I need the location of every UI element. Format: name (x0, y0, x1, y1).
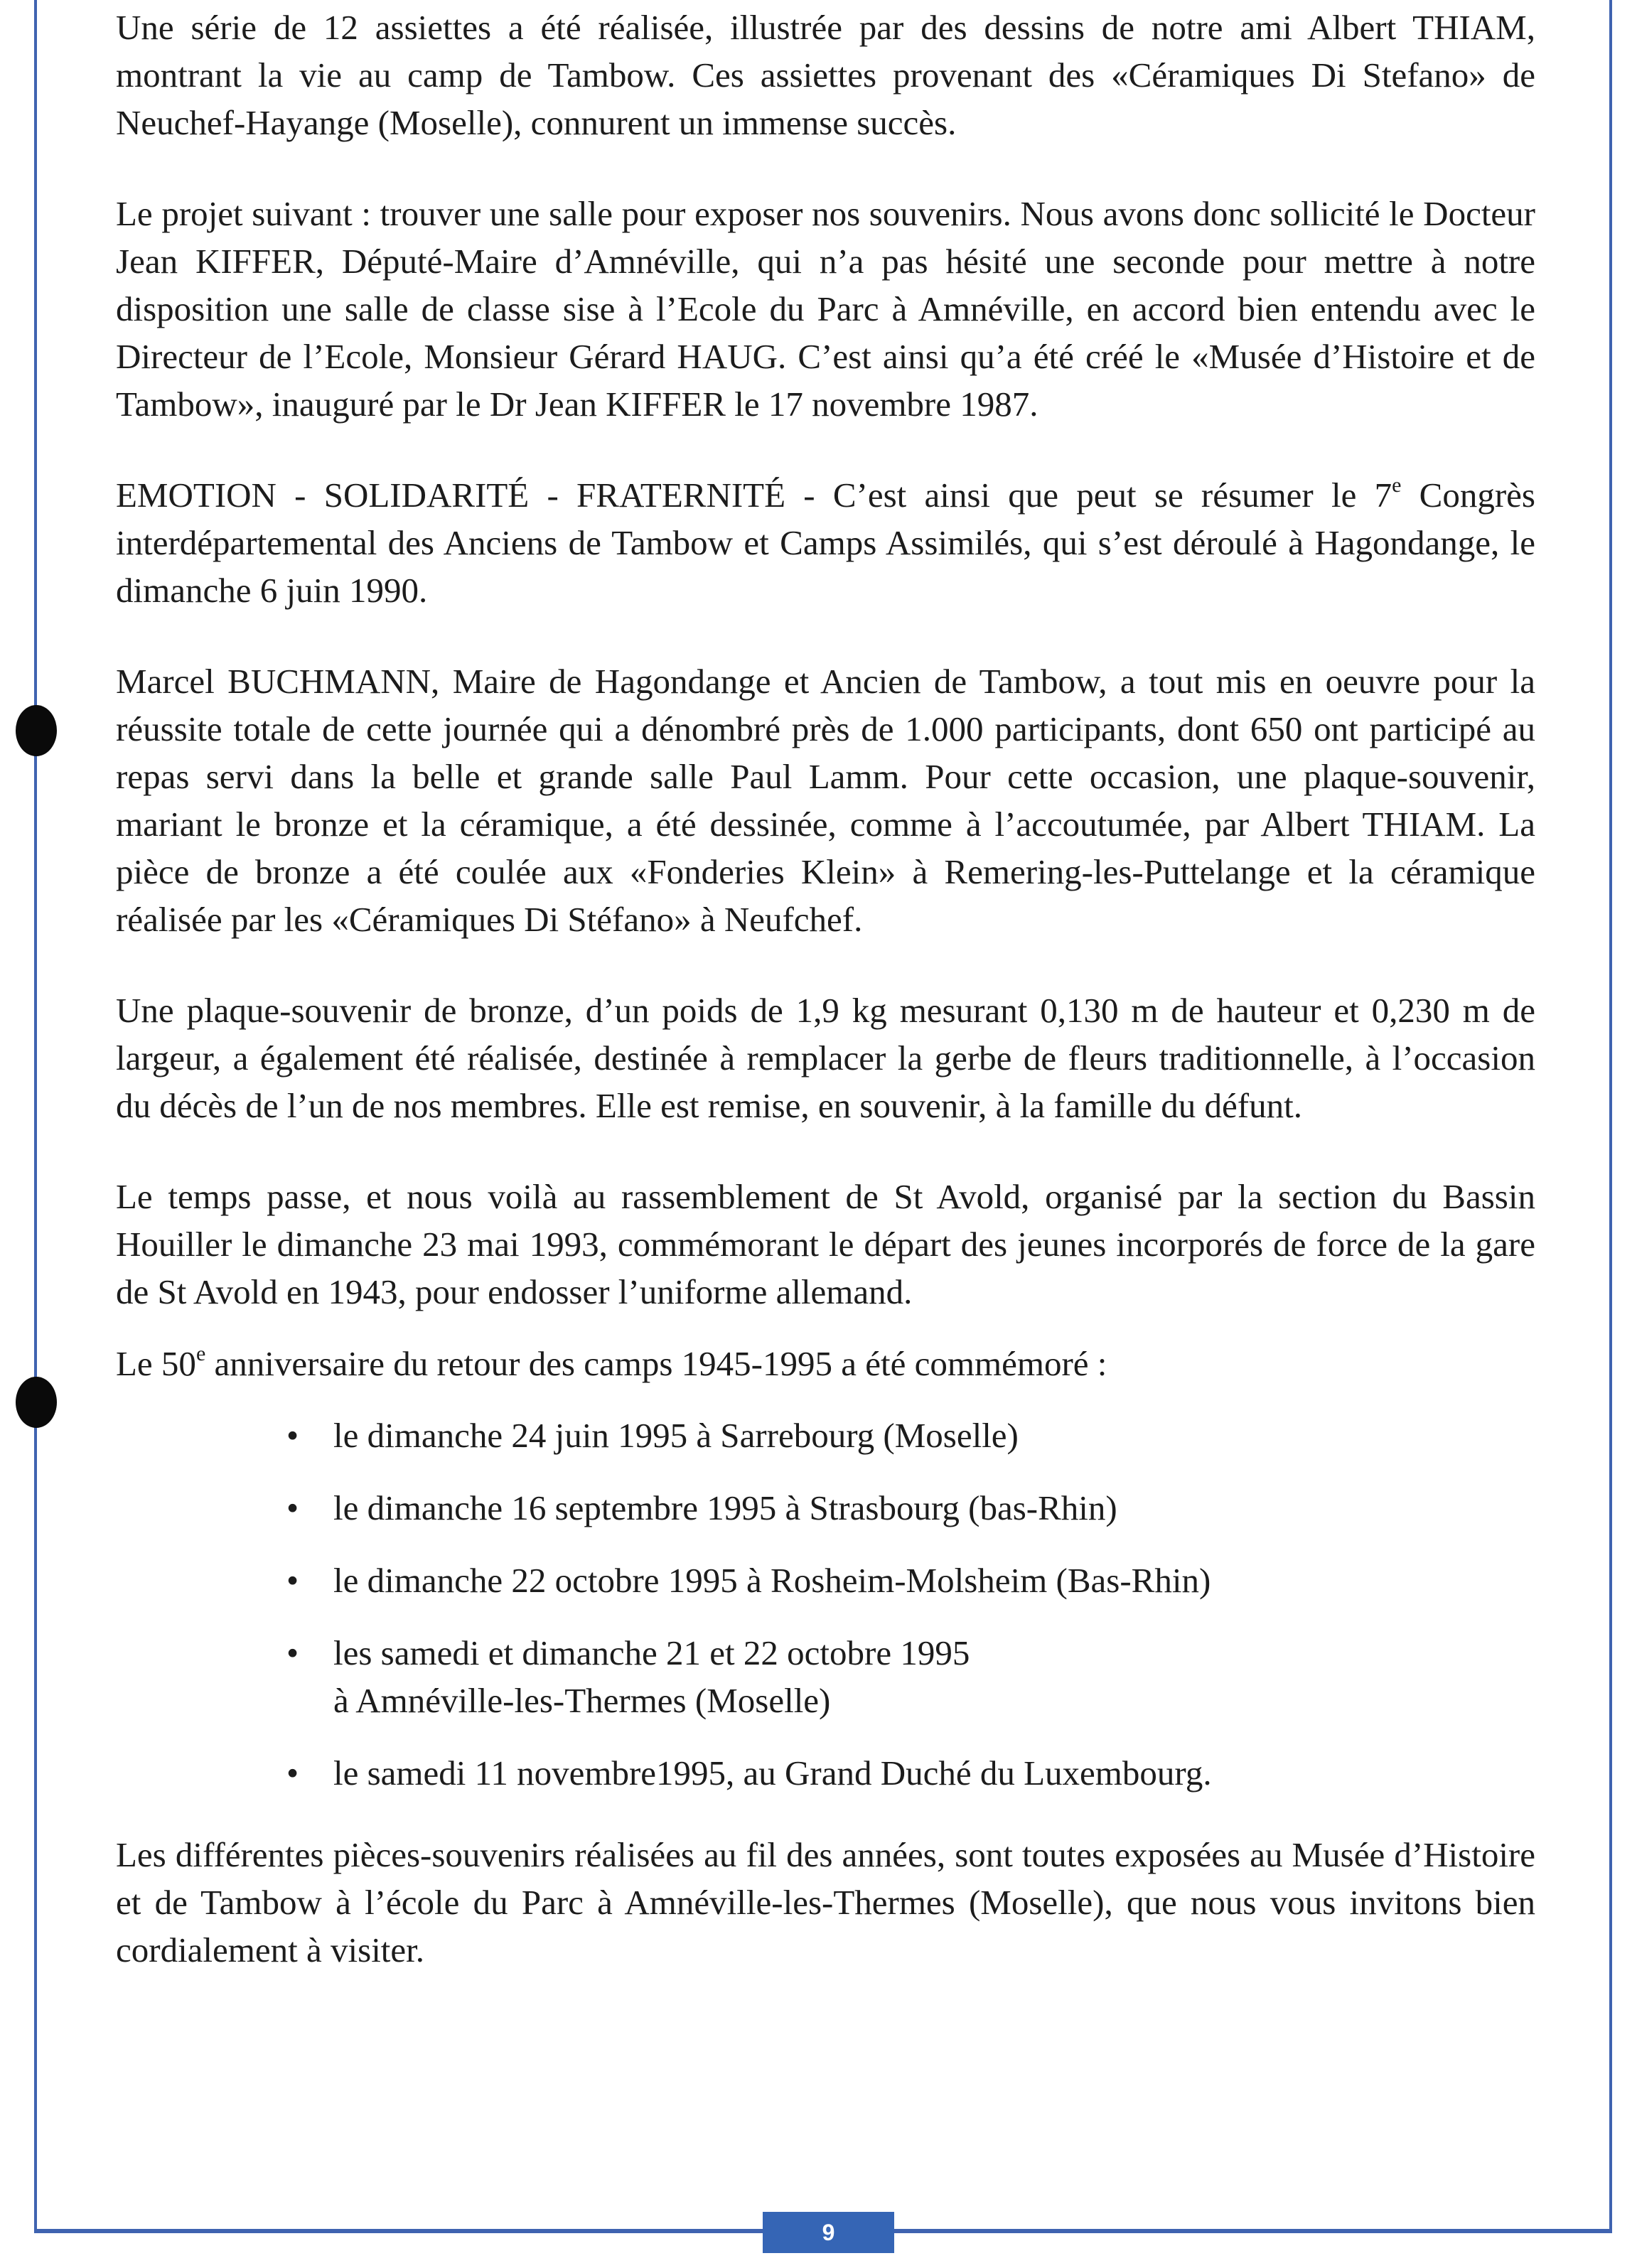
congress-ordinal-suffix: e (1392, 473, 1402, 497)
event-text: le samedi 11 novembre1995, au Grand Duché du Luxembourg. (333, 1753, 1212, 1793)
list-item (286, 1557, 1535, 1604)
paragraph-closing: Les différentes pièces-souvenirs réalisées au fil des années, sont toutes exposées au Musée d’Histoire et de Tambow à l’école du Parc à Amnéville-les-Thermes (Moselle), que nous vous invitons bien cordialement à visiter. (116, 1835, 1535, 1969)
anniversary-text-end: anniversaire du retour des camps 1945-1995 a été commémoré : (205, 1344, 1107, 1383)
paragraph-bronze-plaque: Une plaque-souvenir de bronze, d’un poids de 1,9 kg mesurant 0,130 m de hauteur et 0,230 m de largeur, a également été réalisée, destinée à remplacer la gerbe de fleurs traditionnelle, à l’occasion du décès de l’un de nos membres. Elle est remise, en souvenir, à la famille du défunt. (116, 991, 1535, 1125)
binder-hole-bottom (16, 1377, 57, 1428)
bullet-icon: • (286, 1416, 299, 1455)
bullet-icon: • (286, 1753, 299, 1793)
bullet-icon: • (286, 1633, 299, 1672)
binder-hole-top (16, 705, 57, 756)
paragraph-congress (116, 471, 1535, 614)
page-number: 9 (763, 2212, 894, 2253)
paragraph-museum: Le projet suivant : trouver une salle pour exposer nos souvenirs. Nous avons donc sollicité le Docteur Jean KIFFER, Député-Maire d’Amnéville, qui n’a pas hésité une seconde pour mettre à notre disposition une salle de classe sise à l’Ecole du Parc à Amnéville, en accord bien entendu avec le Directeur de l’Ecole, Monsieur Gérard HAUG. C’est ainsi qu’a été créé le «Musée d’Histoire et de Tambow», inauguré par le Dr Jean KIFFER le 17 novembre 1987. (116, 194, 1535, 424)
paragraph-hagondange: Marcel BUCHMANN, Maire de Hagondange et Ancien de Tambow, a tout mis en oeuvre pour la réussite totale de cette journée qui a dénombré près de 1.000 participants, dont 650 ont participé au repas servi dans la belle et grande salle Paul Lamm. Pour cette occasion, une plaque-souvenir, mariant le bronze et la céramique, a été dessinée, comme à l’accoutumée, par Albert THIAM. La pièce de bronze a été coulée aux «Fonderies Klein» à Remering-les-Puttelange et la céramique réalisée par les «Céramiques Di Stéfano» à Neufchef. (116, 662, 1535, 939)
paragraph-plates: Une série de 12 assiettes a été réalisée, illustrée par des dessins de notre ami Albert THIAM, montrant la vie au camp de Tambow. Ces assiettes provenant des «Céramiques Di Stefano» de Neuchef-Hayange (Moselle), connurent un immense succès. (116, 8, 1535, 142)
list-item (286, 1412, 1535, 1459)
bullet-icon: • (286, 1561, 299, 1600)
article-body (116, 4, 1535, 2017)
list-item (286, 1629, 1535, 1724)
event-text-continued: à Amnéville-les-Thermes (Moselle) (333, 1681, 831, 1720)
event-text: le dimanche 24 juin 1995 à Sarrebourg (Moselle) (333, 1416, 1019, 1455)
event-text: le dimanche 22 octobre 1995 à Rosheim-Molsheim (Bas-Rhin) (333, 1561, 1211, 1600)
anniversary-text-start: Le 50 (116, 1344, 196, 1383)
congress-text-start: EMOTION - SOLIDARITÉ - FRATERNITÉ - C’est ainsi que peut se résumer le 7 (116, 475, 1392, 515)
event-text: le dimanche 16 septembre 1995 à Strasbourg (bas-Rhin) (333, 1488, 1117, 1527)
anniversary-event-list (116, 1412, 1535, 1797)
list-item (286, 1749, 1535, 1797)
list-item (286, 1484, 1535, 1532)
congress-text-end: Congrès interdépartemental des Anciens de Tambow et Camps Assimilés, qui s’est déroulé à Hagondange, le dimanche 6 juin 1990. (116, 475, 1535, 610)
paragraph-st-avold: Le temps passe, et nous voilà au rassemblement de St Avold, organisé par la section du Bassin Houiller le dimanche 23 mai 1993, commémorant le départ des jeunes incorporés de force de la gare de St Avold en 1943, pour endosser l’uniforme allemand. (116, 1177, 1535, 1311)
anniversary-ordinal-suffix: e (195, 1341, 206, 1365)
bullet-icon: • (286, 1488, 299, 1527)
event-text: les samedi et dimanche 21 et 22 octobre 1995 (333, 1633, 970, 1672)
paragraph-anniversary-intro (116, 1340, 1535, 1387)
